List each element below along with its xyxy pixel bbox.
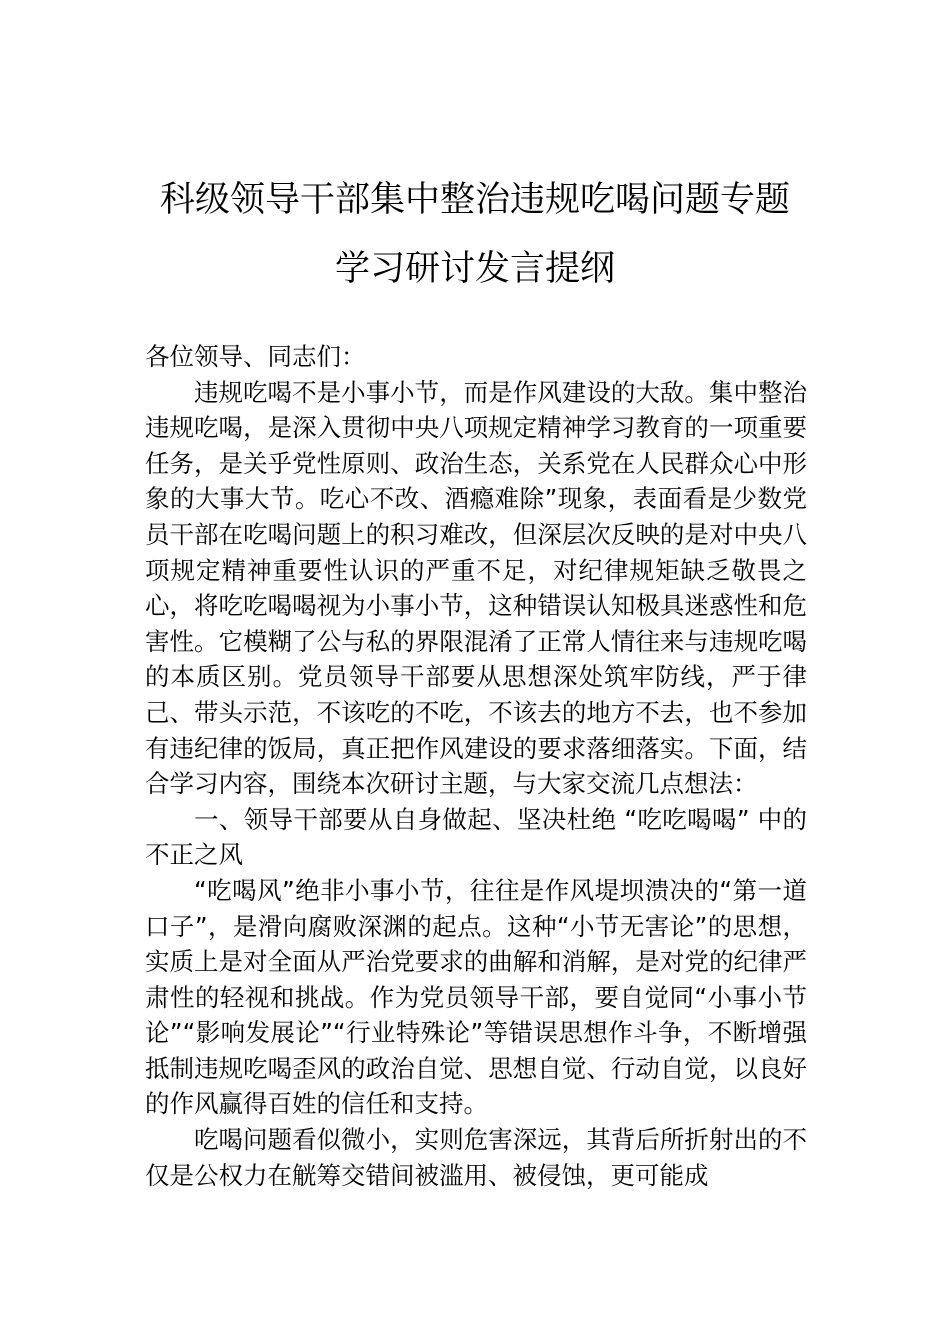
paragraph-intro: 违规吃喝不是小事小节，而是作风建设的大敌。集中整治违规吃喝，是深入贯彻中央八项规定精神学习教育的一项重要任务，是关乎党性原则、政治生态，关系党在人民群众心中形象的大事大节。吃心不改、酒瘾难除”现象，表面看是少数党员干部在吃喝问题上的积习难改，但深层次反映的是对中央八项规定精神重要性认识的严重不足，对纪律规矩缺乏敬畏之心，将吃吃喝喝视为小事小节，这种错误认知极具迷惑性和危害性。它模糊了公与私的界限混淆了正常人情往来与违规吃喝的本质区别。党员领导干部要从思想深处筑牢防线，严于律己、带头示范，不该吃的不吃，不该去的地方不去，也不参加有违纪律的饭局，真正把作风建设的要求落细落实。下面，结合学习内容，围绕本次研讨主题，与大家交流几点想法： [145, 377, 807, 799]
document-title-line-1: 科级领导干部集中整治违规吃喝问题专题 [159, 180, 790, 220]
paragraph-section-1-b: 吃喝问题看似微小，实则危害深远，其背后所折射出的不仅是公权力在觥筹交错间被滥用、被侵蚀，更可能成 [145, 1125, 807, 1190]
document-title-line-2: 学习研讨发言提纲 [334, 249, 615, 289]
salutation: 各位领导、同志们： [145, 342, 366, 371]
paragraph-section-1-a: “吃喝风”绝非小事小节，往往是作风堤坝溃决的“第一道口子”，是滑向腐败深渊的起点。这种“小节无害论”的思想，实质上是对全面从严治党要求的曲解和消解，是对党的纪律严肃性的轻视和挑战。作为党员领导干部，要自觉同“小事小节论”“影响发展论”“行业特殊论”等错误思想作斗争，不断增强抵制违规吃喝歪风的政治自觉、思想自觉、行动自觉，以良好的作风赢得百姓的信任和支持。 [145, 875, 807, 1119]
document-body [145, 339, 807, 1193]
section-heading-1: 一、领导干部要从自身做起、坚决杜绝 “吃吃喝喝” 中的不正之风 [145, 804, 807, 870]
